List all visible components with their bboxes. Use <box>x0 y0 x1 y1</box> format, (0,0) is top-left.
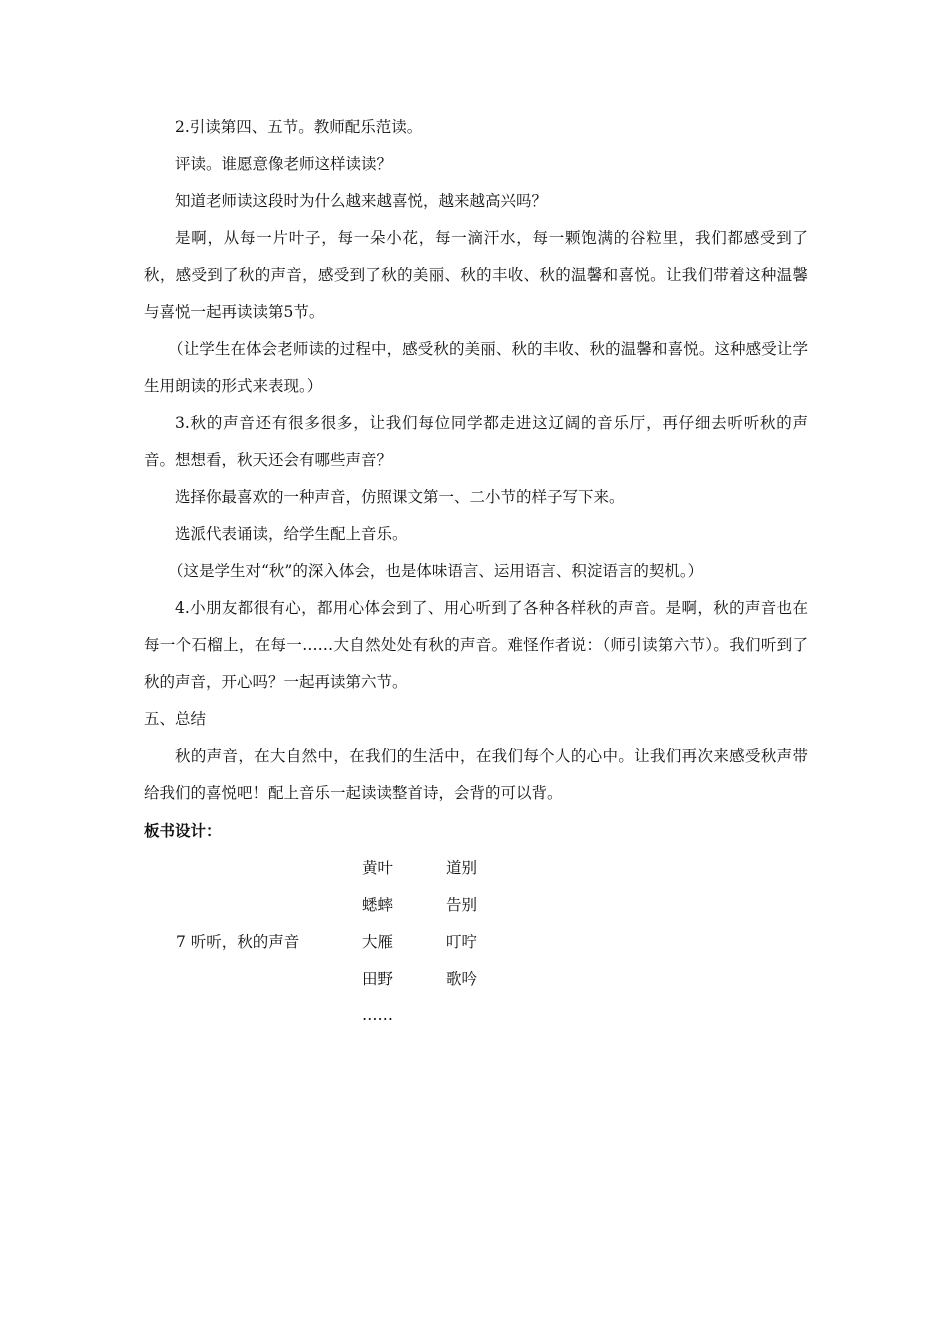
paragraph-writing-task: 选择你最喜欢的一种声音，仿照课文第一、二小节的样子写下来。 <box>175 488 625 506</box>
board-left-item: 田野 <box>362 970 394 988</box>
board-right-item: 歌吟 <box>446 970 478 988</box>
board-right-item: 告别 <box>446 896 478 914</box>
board-left-item: 蟋蟀 <box>362 896 394 914</box>
board-design-heading: 板书设计： <box>144 821 222 840</box>
paragraph-autumn-feeling: 是啊，从每一片叶子，每一朵小花，每一滴汗水，每一颗饱满的谷粒里，我们都感受到了秋，感受到了秋的声音，感受到了秋的美丽、秋的丰收、秋的温馨和喜悦。让我们带着这种温馨与喜悦一起再读读第5节。 <box>144 229 808 321</box>
paragraph-children: 4.小朋友都很有心，都用心体会到了、用心听到了各种各样秋的声音。是啊，秋的声音也在每一个石榴上，在每一……大自然处处有秋的声音。难怪作者说：（师引读第六节）。我们听到了秋的声音，开心吗？一起再读第六节。 <box>144 599 808 691</box>
paragraph-note-language: （这是学生对“秋”的深入体会，也是体味语言、运用语言、积淀语言的契机。） <box>168 562 704 580</box>
board-left-item: 黄叶 <box>362 859 394 877</box>
paragraph-summary: 秋的声音，在大自然中，在我们的生活中，在我们每个人的心中。让我们再次来感受秋声带给我们的喜悦吧！配上音乐一起读读整首诗，会背的可以背。 <box>144 747 808 802</box>
board-right-item: 叮咛 <box>446 933 478 951</box>
paragraph-question: 知道老师读这段时为什么越来越喜悦，越来越高兴吗？ <box>175 192 548 210</box>
board-right-item: 道别 <box>446 859 478 877</box>
paragraph-evaluate-reading: 评读。谁愿意像老师这样读读？ <box>175 155 393 173</box>
board-title: 7 听听，秋的声音 <box>176 933 300 951</box>
paragraph-more-sounds: 3.秋的声音还有很多很多，让我们每位同学都走进这辽阔的音乐厅，再仔细去听听秋的声音。想想看，秋天还会有哪些声音？ <box>144 414 808 469</box>
paragraph-guided-reading: 2.引读第四、五节。教师配乐范读。 <box>175 118 423 136</box>
section-heading-summary: 五、总结 <box>144 710 207 728</box>
board-left-ellipsis: …… <box>362 1006 393 1024</box>
board-left-item: 大雁 <box>362 933 394 951</box>
paragraph-recitation: 选派代表诵读，给学生配上音乐。 <box>175 525 408 543</box>
paragraph-note-feeling: （让学生在体会老师读的过程中，感受秋的美丽、秋的丰收、秋的温馨和喜悦。这种感受让学生用朗读的形式来表现。） <box>144 340 808 395</box>
